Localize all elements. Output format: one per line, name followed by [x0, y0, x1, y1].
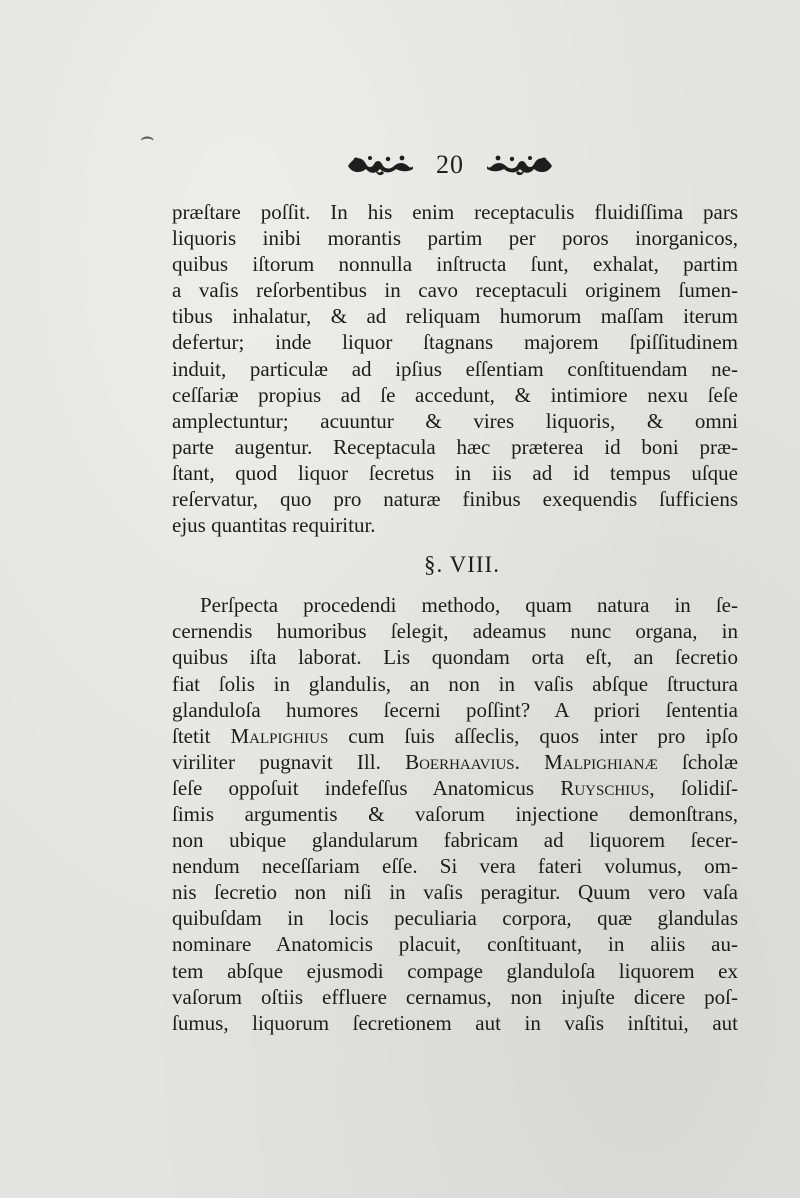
text-line: Perſpecta procedendi methodo, quam natura in ſe-	[200, 593, 738, 618]
text-line	[172, 749, 738, 775]
text-span: cum ſuis aſſeclis, quos inter pro ipſo	[328, 723, 738, 748]
text-line: nominare Anatomicis placuit, conſtituant, in aliis au-	[172, 932, 738, 957]
text-line: defertur; inde liquor ſtagnans majorem ſpiſſitudinem	[172, 330, 738, 355]
text-line: tibus inhalatur, & ad reliquam humorum maſſam iterum	[172, 304, 738, 329]
text-line: non ubique glandularum fabricam ad liquorem ſecer-	[172, 828, 738, 853]
text-line: præſtare poſſit. In his enim receptaculis fluidiſſima pars	[172, 200, 738, 224]
text-line: ſtant, quod liquor ſecretus in iis ad id tempus uſque	[172, 460, 738, 485]
paragraph-2	[172, 592, 738, 1036]
text-span: ſeſe oppoſuit indefeſſus Anatomicus	[172, 775, 561, 800]
text-span: ſtetit	[172, 723, 231, 748]
page-number: 20	[436, 150, 464, 179]
text-line: tem abſque ejusmodi compage glanduloſa liquorem ex	[172, 958, 738, 983]
text-line: quibuſdam in locis peculiaria corpora, quæ glandulas	[172, 906, 738, 931]
author-name: Ruyschius	[560, 775, 650, 800]
text-line: liquoris inibi morantis partim per poros inorganicos,	[172, 226, 738, 251]
text-line: nendum neceſſariam eſſe. Si vera fateri volumus, om-	[172, 854, 738, 879]
text-line: ſumus, liquorum ſecretionem aut in vaſis inſtitui, aut	[172, 1010, 738, 1035]
text-line: cernendis humoribus ſelegit, adeamus nunc organa, in	[172, 619, 738, 644]
text-line: glanduloſa humores ſecerni poſſint? A priori ſententia	[172, 697, 738, 722]
text-line: nis ſecretio non niſi in vaſis peragitur. Quum vero vaſa	[172, 880, 738, 905]
author-name: Boerhaavius	[405, 749, 515, 774]
text-line	[172, 775, 738, 801]
text-line: vaſorum oſtiis effluere cernamus, non injuſte dicere poſ-	[172, 984, 738, 1009]
text-span: , ſolidiſ-	[649, 775, 738, 800]
text-span: .	[514, 749, 545, 774]
text-line: fiat ſolis in glandulis, an non in vaſis abſque ſtructura	[172, 671, 738, 696]
text-line: quibus iſtorum nonnulla inſtructa ſunt, exhalat, partim	[172, 252, 738, 277]
page-header	[340, 148, 560, 182]
text-line: ceſſariæ propius ad ſe accedunt, & intimiore nexu ſeſe	[172, 382, 738, 407]
fleuron-ornament-icon	[346, 152, 414, 178]
paragraph-1	[172, 199, 738, 538]
text-line: induit, particulæ ad ipſius eſſentiam conſtituendam ne-	[172, 356, 738, 381]
text-line: reſervatur, quo pro naturæ finibus exequendis ſufficiens	[172, 487, 738, 512]
text-span: viriliter pugnavit Ill.	[172, 749, 406, 774]
text-line: ejus quantitas requiritur.	[172, 513, 376, 538]
main-text	[172, 199, 738, 1036]
author-name: Malpighianæ	[544, 749, 658, 774]
text-line: ſimis argumentis & vaſorum injectione demonſtrans,	[172, 801, 738, 826]
author-name: Malpighius	[230, 723, 329, 748]
fleuron-ornament-icon	[486, 152, 554, 178]
text-line: parte augentur. Receptacula hæc præterea id boni præ-	[172, 434, 738, 459]
text-line: amplectuntur; acuuntur & vires liquoris, & omni	[172, 408, 738, 433]
section-heading: §. VIII.	[424, 552, 500, 578]
margin-mark: ⌢	[140, 124, 155, 149]
text-line: quibus iſta laborat. Lis quondam orta eſt, an ſecretio	[172, 645, 738, 670]
text-line	[172, 723, 738, 749]
text-line: a vaſis reſorbentibus in cavo receptaculi originem ſumen-	[172, 278, 738, 303]
text-span: ſcholæ	[657, 749, 739, 774]
